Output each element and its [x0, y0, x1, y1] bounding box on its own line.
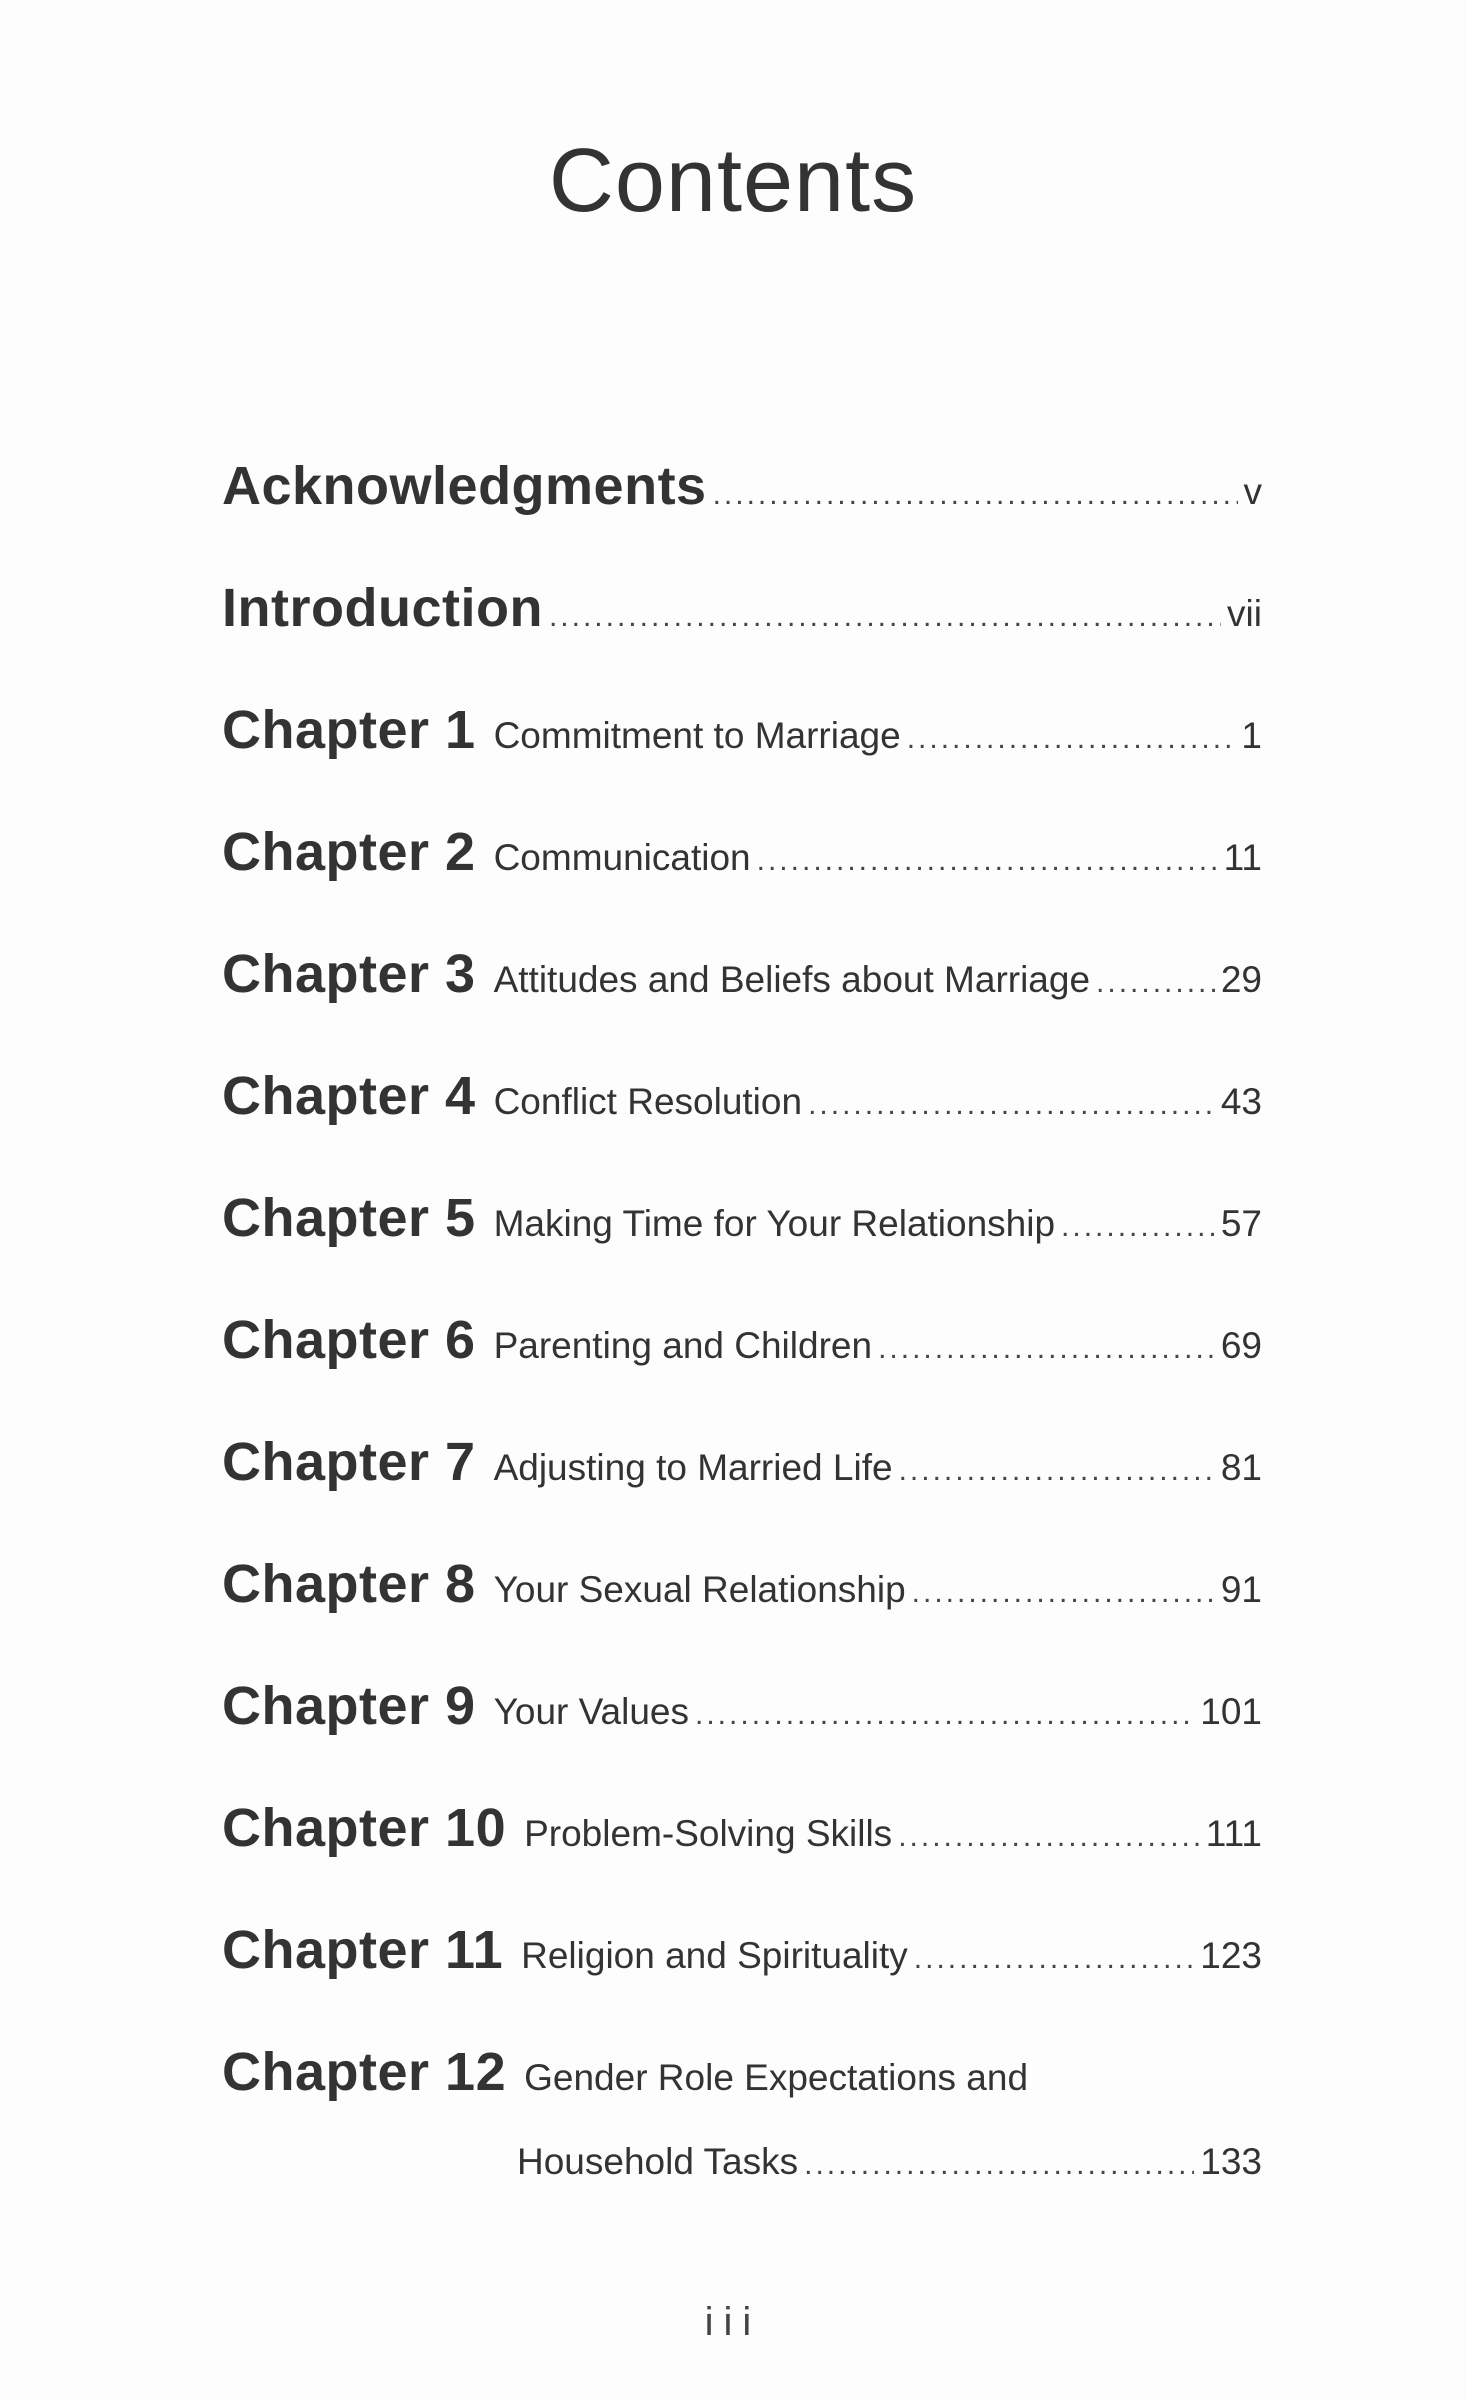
toc-page-number: vii: [1227, 593, 1262, 634]
dot-leader: [757, 844, 1218, 878]
toc-entry-chapter-6[interactable]: [222, 1309, 1262, 1431]
dot-leader: [804, 2148, 1194, 2182]
dot-leader: [914, 1942, 1194, 1976]
toc-entry-chapter-5[interactable]: [222, 1187, 1262, 1309]
dot-leader: [549, 600, 1221, 634]
toc-entry-introduction[interactable]: [222, 577, 1262, 699]
toc-entry-chapter-12-continued[interactable]: [222, 2141, 1262, 2241]
toc-page-number: 1: [1241, 715, 1262, 756]
dot-leader: [1061, 1210, 1215, 1244]
toc-entry-chapter-2[interactable]: [222, 821, 1262, 943]
chapter-number: Chapter 7: [222, 1432, 476, 1492]
chapter-number: Chapter 4: [222, 1066, 476, 1126]
toc-entry-chapter-7[interactable]: [222, 1431, 1262, 1553]
toc-page-number: 101: [1200, 1691, 1262, 1732]
chapter-number: Chapter 3: [222, 944, 476, 1004]
chapter-number: Chapter 1: [222, 700, 476, 760]
chapter-number: Chapter 9: [222, 1676, 476, 1736]
toc-page-number: 57: [1220, 1203, 1262, 1244]
chapter-number: Chapter 2: [222, 822, 476, 882]
toc-page-number: 11: [1223, 837, 1262, 878]
page-folio: iii: [704, 2300, 762, 2344]
chapter-title: Communication: [493, 837, 751, 878]
dot-leader: [808, 1088, 1215, 1122]
toc-entry-chapter-12[interactable]: [222, 2041, 1262, 2141]
chapter-title-continued: Household Tasks: [517, 2141, 799, 2182]
chapter-number: Chapter 6: [222, 1310, 476, 1370]
chapter-title: Making Time for Your Relationship: [493, 1203, 1056, 1244]
dot-leader: [1096, 966, 1215, 1000]
toc-entry-heading: Introduction: [222, 578, 543, 638]
toc-entry-acknowledgments[interactable]: [222, 455, 1262, 577]
toc-page-number: 111: [1205, 1813, 1262, 1854]
toc-entry-chapter-1[interactable]: [222, 699, 1262, 821]
toc-entry-chapter-9[interactable]: [222, 1675, 1262, 1797]
dot-leader: [713, 478, 1238, 512]
dot-leader: [898, 1820, 1200, 1854]
chapter-title: Conflict Resolution: [493, 1081, 803, 1122]
toc-page-number: 123: [1200, 1935, 1262, 1976]
toc-page-number: 133: [1200, 2141, 1262, 2182]
chapter-title: Your Values: [493, 1691, 690, 1732]
chapter-title: Religion and Spirituality: [521, 1935, 908, 1976]
chapter-title: Commitment to Marriage: [493, 715, 901, 756]
dot-leader: [899, 1454, 1215, 1488]
toc-page-number: 81: [1220, 1447, 1262, 1488]
chapter-number: Chapter 5: [222, 1188, 476, 1248]
toc-entry-chapter-3[interactable]: [222, 943, 1262, 1065]
toc-entry-chapter-11[interactable]: [222, 1919, 1262, 2041]
toc-page-number: 29: [1220, 959, 1262, 1000]
toc-entry-chapter-4[interactable]: [222, 1065, 1262, 1187]
chapter-title: Gender Role Expectations and: [524, 2057, 1029, 2098]
chapter-number: Chapter 12: [222, 2042, 507, 2102]
dot-leader: [878, 1332, 1215, 1366]
chapter-title: Parenting and Children: [493, 1325, 873, 1366]
chapter-number: Chapter 10: [222, 1798, 507, 1858]
chapter-number: Chapter 11: [222, 1920, 504, 1980]
dot-leader: [695, 1698, 1194, 1732]
chapter-number: Chapter 8: [222, 1554, 476, 1614]
toc-entry-chapter-10[interactable]: [222, 1797, 1262, 1919]
dot-leader: [907, 722, 1236, 756]
chapter-title: Your Sexual Relationship: [493, 1569, 906, 1610]
dot-leader: [912, 1576, 1215, 1610]
page-title: Contents: [548, 131, 918, 231]
chapter-title: Attitudes and Beliefs about Marriage: [493, 959, 1091, 1000]
toc-page-number: 43: [1220, 1081, 1262, 1122]
toc-entry-chapter-8[interactable]: [222, 1553, 1262, 1675]
toc-entry-heading: Acknowledgments: [222, 456, 707, 516]
toc-page-number: v: [1243, 471, 1262, 512]
toc-page-number: 69: [1220, 1325, 1262, 1366]
toc-page-number: 91: [1220, 1569, 1262, 1610]
table-of-contents: [222, 455, 1262, 2241]
chapter-title: Adjusting to Married Life: [493, 1447, 893, 1488]
chapter-title: Problem-Solving Skills: [524, 1813, 893, 1854]
